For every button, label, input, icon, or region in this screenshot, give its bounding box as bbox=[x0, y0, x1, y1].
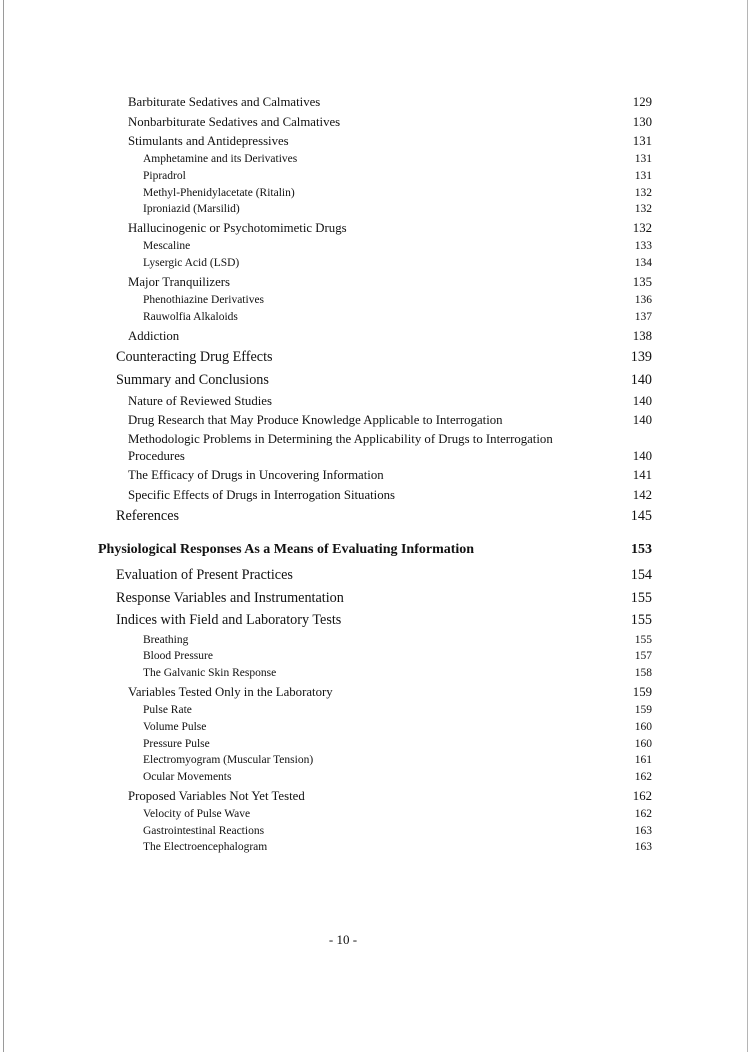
toc-entry-title: Proposed Variables Not Yet Tested bbox=[128, 789, 305, 803]
toc-entry-page: 131 bbox=[634, 170, 652, 182]
toc-entry-title: Electromyogram (Muscular Tension) bbox=[143, 754, 314, 766]
toc-entry-title: Velocity of Pulse Wave bbox=[143, 808, 251, 820]
toc-entry-page: 140 bbox=[632, 413, 652, 427]
toc-entry-page: 155 bbox=[630, 590, 652, 606]
toc-entry-page: 155 bbox=[630, 612, 652, 628]
toc-entry-title: Iproniazid (Marsilid) bbox=[143, 203, 240, 215]
toc-entry-title: Gastrointestinal Reactions bbox=[143, 825, 265, 837]
toc-entry-title: Evaluation of Present Practices bbox=[116, 567, 293, 583]
toc-entry-title: Breathing bbox=[143, 634, 189, 646]
toc-entry-page: 133 bbox=[634, 240, 652, 252]
toc-entry-page: 131 bbox=[632, 134, 652, 148]
toc-entry-title: Blood Pressure bbox=[143, 650, 213, 662]
toc-entry-title: Amphetamine and its Derivatives bbox=[143, 153, 298, 165]
toc-entry-page: 157 bbox=[634, 650, 652, 662]
toc-entry-title: Methyl-Phenidylacetate (Ritalin) bbox=[143, 187, 295, 199]
toc-entry-title: References bbox=[116, 508, 180, 524]
toc-entry-title: Volume Pulse bbox=[143, 721, 207, 733]
toc-entry-title: Response Variables and Instrumentation bbox=[116, 590, 344, 606]
toc-entry-title: Hallucinogenic or Psychotomimetic Drugs bbox=[128, 221, 347, 235]
toc-entry-page: 163 bbox=[634, 841, 652, 853]
toc-entry-title: Barbiturate Sedatives and Calmatives bbox=[128, 95, 321, 109]
toc-entry-page: 162 bbox=[634, 771, 652, 783]
toc-entry-title: Major Tranquilizers bbox=[128, 275, 231, 289]
toc-entry-page: 135 bbox=[632, 275, 652, 289]
toc-entry-page: 140 bbox=[630, 372, 652, 388]
toc-entry-page: 132 bbox=[634, 203, 652, 215]
toc-entry-title: Methodologic Problems in Determining the Applicability of Drugs to Interrogation bbox=[128, 432, 553, 446]
toc-entry-page: 131 bbox=[634, 153, 652, 165]
toc-entry-page: 161 bbox=[634, 754, 652, 766]
toc-entry-title: Ocular Movements bbox=[143, 771, 232, 783]
toc-entry-title: Nonbarbiturate Sedatives and Calmatives bbox=[128, 115, 341, 129]
toc-entry-title: The Electroencephalogram bbox=[143, 841, 268, 853]
toc-entry-title: Pipradrol bbox=[143, 170, 186, 182]
toc-entry-page: 129 bbox=[632, 95, 652, 109]
toc-entry-page: 134 bbox=[634, 257, 652, 269]
toc-entry-title: Specific Effects of Drugs in Interrogation Situations bbox=[128, 488, 396, 502]
toc-entry-page: 160 bbox=[634, 721, 652, 733]
toc-entry-page: 132 bbox=[634, 187, 652, 199]
toc-entry-page: 160 bbox=[634, 738, 652, 750]
toc-entry-title: Procedures bbox=[128, 449, 185, 463]
toc-entry-page: 155 bbox=[634, 634, 652, 646]
toc-entry-page: 153 bbox=[631, 542, 652, 557]
toc-entry-page: 138 bbox=[632, 329, 652, 343]
toc-entry-title: Variables Tested Only in the Laboratory bbox=[128, 685, 333, 699]
toc-entry-page: 159 bbox=[632, 685, 652, 699]
toc-entry-title: Phenothiazine Derivatives bbox=[143, 294, 265, 306]
toc-entry-page: 158 bbox=[634, 667, 652, 679]
toc-entry-title: Mescaline bbox=[143, 240, 191, 252]
toc-entry-title: Counteracting Drug Effects bbox=[116, 349, 273, 365]
toc-entry-page: 140 bbox=[632, 394, 652, 408]
toc-entry-title: Pulse Rate bbox=[143, 704, 192, 716]
toc-entry-title: Lysergic Acid (LSD) bbox=[143, 257, 240, 269]
toc-entry-page: 154 bbox=[630, 567, 652, 583]
toc-entry-page: 130 bbox=[632, 115, 652, 129]
toc-entry-page: 137 bbox=[634, 311, 652, 323]
toc-entry-page: 132 bbox=[632, 221, 652, 235]
toc-entry-title: Addiction bbox=[128, 329, 180, 343]
toc-entry-page: 141 bbox=[632, 468, 652, 482]
toc-entry-page: 142 bbox=[632, 488, 652, 502]
toc-entry-page: 136 bbox=[634, 294, 652, 306]
toc-entry-title: Drug Research that May Produce Knowledge Applicable to Interrogation bbox=[128, 413, 503, 427]
toc-entry-title: The Galvanic Skin Response bbox=[143, 667, 277, 679]
toc-entry-title: Nature of Reviewed Studies bbox=[128, 394, 272, 408]
toc-entry-page: 162 bbox=[632, 789, 652, 803]
toc-entry-title: Physiological Responses As a Means of Evaluating Information bbox=[98, 542, 475, 557]
toc-entry-page: 159 bbox=[634, 704, 652, 716]
toc-entry-page: 163 bbox=[634, 825, 652, 837]
toc-entry-page: 139 bbox=[630, 349, 652, 365]
toc-entry-page: 145 bbox=[630, 508, 652, 524]
toc-entry-title: Pressure Pulse bbox=[143, 738, 210, 750]
toc-entry-title: Summary and Conclusions bbox=[116, 372, 269, 388]
toc-entry-title: The Efficacy of Drugs in Uncovering Information bbox=[128, 468, 384, 482]
toc-entry-page: 140 bbox=[632, 449, 652, 463]
page-number-footer: - 10 - bbox=[328, 932, 358, 947]
toc-entry-page: 162 bbox=[634, 808, 652, 820]
toc-entry-title: Stimulants and Antidepressives bbox=[128, 134, 289, 148]
toc-entry-title: Rauwolfia Alkaloids bbox=[143, 311, 238, 323]
toc-entry-title: Indices with Field and Laboratory Tests bbox=[116, 612, 342, 628]
